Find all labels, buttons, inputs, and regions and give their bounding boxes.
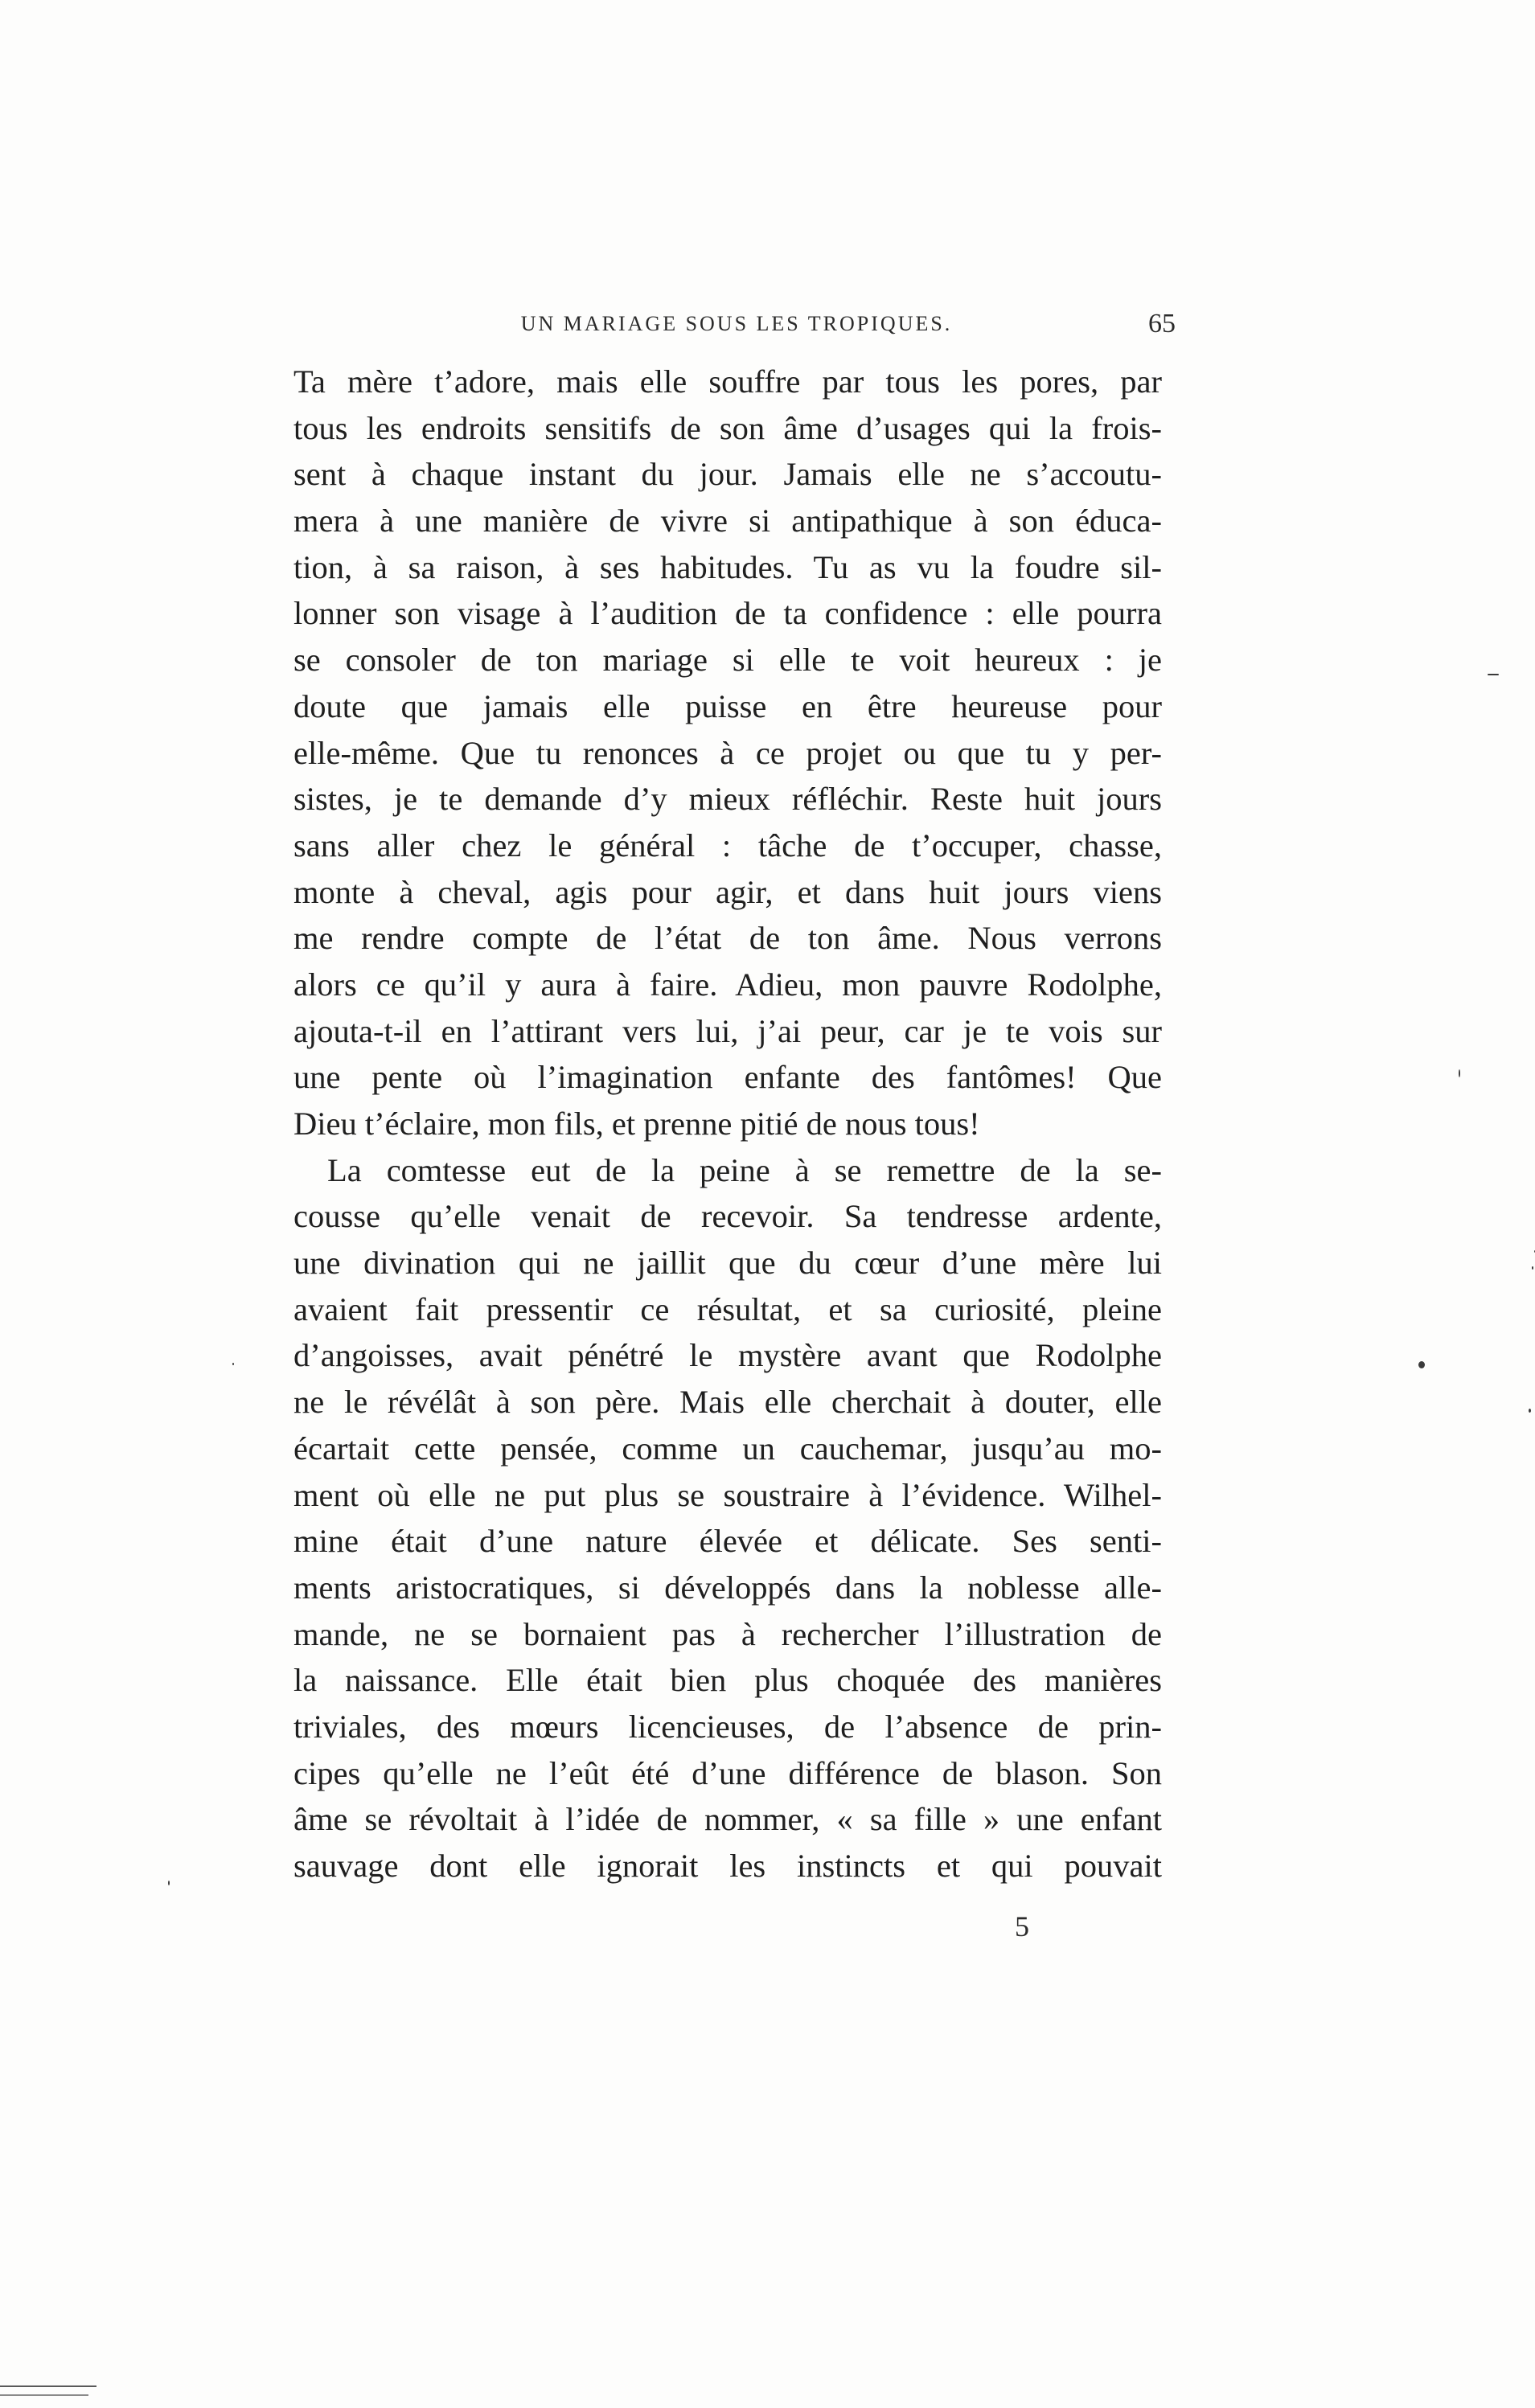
text-line: une pente où l’imagination enfante des fantômes! Que xyxy=(293,1059,1162,1096)
text-line: écartait cette pensée, comme un cauchemar, jusqu’au mo- xyxy=(293,1430,1162,1467)
text-line: avaient fait pressentir ce résultat, et sa curiosité, pleine xyxy=(293,1290,1162,1327)
text-line: sistes, je te demande d’y mieux réfléchir. Reste huit jours xyxy=(293,781,1162,818)
text-line: La comtesse eut de la peine à se remettre de la se- xyxy=(327,1151,1162,1188)
text-line: triviales, des mœurs licencieuses, de l’absence de prin- xyxy=(293,1708,1162,1745)
scan-speck xyxy=(1459,1069,1460,1077)
text-line: doute que jamais elle puisse en être heureuse pour xyxy=(293,687,1162,724)
text-line: âme se révoltait à l’idée de nommer, « sa fille » une enfant xyxy=(293,1801,1162,1838)
page-number: 65 xyxy=(1148,309,1176,338)
text-line: cipes qu’elle ne l’eût été d’une différence de blason. Son xyxy=(293,1754,1162,1791)
text-line: mine était d’une nature élevée et délicate. Ses senti- xyxy=(293,1523,1162,1560)
text-line: tion, à sa raison, à ses habitudes. Tu as vu la foudre sil- xyxy=(293,548,1162,585)
text-line: Ta mère t’adore, mais elle souffre par tous les pores, par xyxy=(293,363,1162,400)
text-line: elle-même. Que tu renonces à ce projet ou que tu y per- xyxy=(293,734,1162,771)
text-line: la naissance. Elle était bien plus choquée des manières xyxy=(293,1662,1162,1699)
running-title: UN MARIAGE SOUS LES TROPIQUES. xyxy=(520,312,953,335)
scan-speck xyxy=(1488,674,1499,675)
text-line: se consoler de ton mariage si elle te voit heureux : je xyxy=(293,642,1162,679)
text-line: Dieu t’éclaire, mon fils, et prenne pitié de nous tous! xyxy=(293,1106,980,1142)
scan-speck xyxy=(232,1363,234,1365)
signature-mark: 5 xyxy=(1015,1910,1029,1942)
text-line: ment où elle ne put plus se soustraire à l’évidence. Wilhel- xyxy=(293,1476,1162,1513)
text-line: monte à cheval, agis pour agir, et dans huit jours viens xyxy=(293,873,1162,910)
running-head xyxy=(298,309,1176,344)
scan-speck xyxy=(1529,1409,1531,1413)
text-line: sauvage dont elle ignorait les instincts et qui pouvait xyxy=(293,1848,1162,1884)
text-line: lonner son visage à l’audition de ta confidence : elle pourra xyxy=(293,595,1162,632)
text-line: alors ce qu’il y aura à faire. Adieu, mon pauvre Rodolphe, xyxy=(293,966,1162,1003)
text-line: tous les endroits sensitifs de son âme d’usages qui la frois- xyxy=(293,409,1162,446)
body-text xyxy=(293,359,1162,1889)
text-line: une divination qui ne jaillit que du cœur d’une mère lui xyxy=(293,1245,1162,1282)
text-line: cousse qu’elle venait de recevoir. Sa tendresse ardente, xyxy=(293,1198,1162,1235)
text-line: mera à une manière de vivre si antipathique à son éduca- xyxy=(293,503,1162,539)
scan-speck xyxy=(1418,1361,1425,1368)
text-line: ments aristocratiques, si développés dans la noblesse alle- xyxy=(293,1569,1162,1606)
scan-edge-rule xyxy=(0,2394,88,2396)
text-line: mande, ne se bornaient pas à rechercher l’illustration de xyxy=(293,1615,1162,1652)
scan-speck xyxy=(1532,1266,1533,1270)
scan-edge-rule xyxy=(0,2385,96,2387)
text-line: d’angoisses, avait pénétré le mystère avant que Rodolphe xyxy=(293,1337,1162,1374)
text-line: sans aller chez le général : tâche de t’occuper, chasse, xyxy=(293,827,1162,864)
text-line: me rendre compte de l’état de ton âme. Nous verrons xyxy=(293,920,1162,957)
text-line: ajouta-t-il en l’attirant vers lui, j’ai peur, car je te vois sur xyxy=(293,1012,1162,1049)
text-line: sent à chaque instant du jour. Jamais elle ne s’accoutu- xyxy=(293,456,1162,493)
text-line: ne le révélât à son père. Mais elle cherchait à douter, elle xyxy=(293,1384,1162,1421)
scan-speck xyxy=(168,1881,170,1885)
